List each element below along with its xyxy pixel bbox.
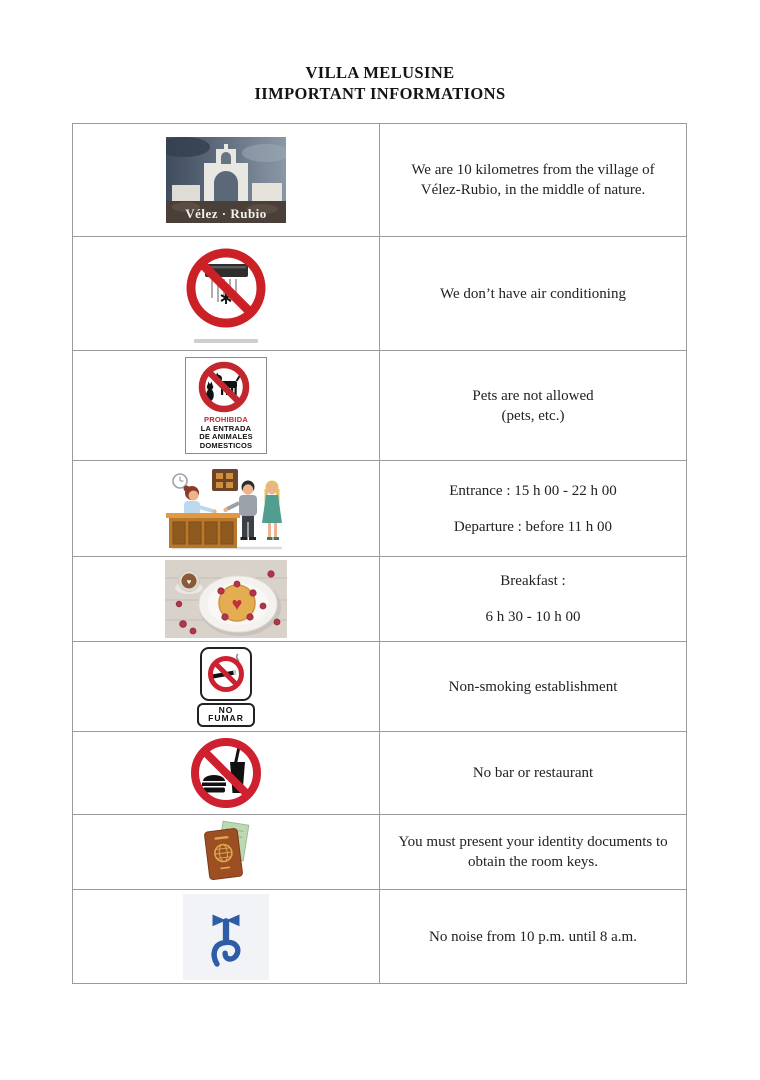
no-pets-icon [191,360,261,416]
row-text [380,237,686,350]
passport-image [200,820,252,884]
breakfast-photo [73,557,380,641]
stock-watermark-line [194,339,258,343]
no-smoking-plaque [200,647,252,701]
passport-booklet [204,828,243,880]
passport-icon [73,815,380,889]
entrada-label: LA ENTRADA [200,423,252,433]
prohibida-label: PROHIBIDA [204,415,248,424]
no-air-conditioning-sign [73,237,380,350]
no-air-conditioning-icon [178,244,274,336]
fumar-label: FUMAR [208,713,244,723]
row-text [380,732,686,814]
no-smoking-sign-group [197,647,255,727]
no-label: NO [218,704,234,715]
velez-rubio-arch-image [166,137,286,223]
row-text [380,351,686,460]
no-pets-sign [73,351,380,460]
table-row [73,732,686,815]
menu-board [212,469,238,491]
no-pets-card [185,357,267,454]
page-title-line2: IIMPORTANT INFORMATIONS [254,84,506,103]
row-text [380,461,686,556]
table-row [73,642,686,732]
quiet-icon-background [183,894,269,980]
domesticos-label: DOMESTICOS [199,440,253,450]
animales-label: DE ANIMALES [199,432,253,441]
svg-text:♥: ♥ [186,577,192,587]
row-text [380,124,686,236]
table-row [73,890,686,983]
page-title [0,62,760,104]
breakfast-label: Breakfast : [500,573,566,589]
table-row [73,124,686,237]
table-row [73,237,686,351]
no-food-or-drink-sign [73,732,380,814]
info-text: We don’t have air conditioning [440,285,626,302]
receptionist-figure [184,485,217,515]
info-text: No bar or restaurant [472,765,594,781]
info-text: We are 10 kilometres from the village of Vélez-Rubio, in the middle of nature. [411,162,655,198]
departure-hours-text: Departure : before 11 h 00 [453,518,613,535]
front-desk [166,513,240,548]
breakfast-hours-text: 6 h 30 - 10 h 00 [485,609,581,625]
row-text [380,815,686,889]
no-smoking-sign [73,642,380,731]
table-row [73,461,686,557]
table-row [73,351,686,461]
breakfast-image [165,560,287,638]
quiet-hours-icon [73,890,380,983]
page-title-line1: VILLA MELUSINE [305,63,455,82]
info-text: You must present your identity documents to obtain the room keys. [398,834,668,870]
velez-rubio-photo [73,124,380,236]
reception-desk-icon [150,467,302,551]
entrance-hours-text: Entrance : 15 h 00 - 22 h 00 [449,482,617,499]
info-text: Non-smoking establishment [448,678,618,695]
shh-finger-on-lips-icon [190,901,262,973]
info-text: No noise from 10 p.m. until 8 a.m. [429,928,637,945]
row-text [380,890,686,983]
row-text [380,642,686,731]
info-text: Pets are not allowed [472,387,594,404]
reception-illustration [73,461,380,556]
velez-rubio-caption: Vélez · Rubio [185,206,267,221]
info-text: (pets, etc.) [501,407,565,424]
no-fumar-plaque [197,703,255,727]
jam-heart: ♥ [231,594,243,614]
burger-silhouette [202,775,226,793]
table-row [73,815,686,890]
no-food-drink-icon [187,734,265,812]
table-row [73,557,686,642]
curled-hand-shape [214,942,238,964]
info-table [72,123,687,984]
row-text [380,557,686,641]
no-smoking-icon [205,652,247,696]
finger-shape [223,918,229,942]
guest-woman-figure [262,480,282,540]
